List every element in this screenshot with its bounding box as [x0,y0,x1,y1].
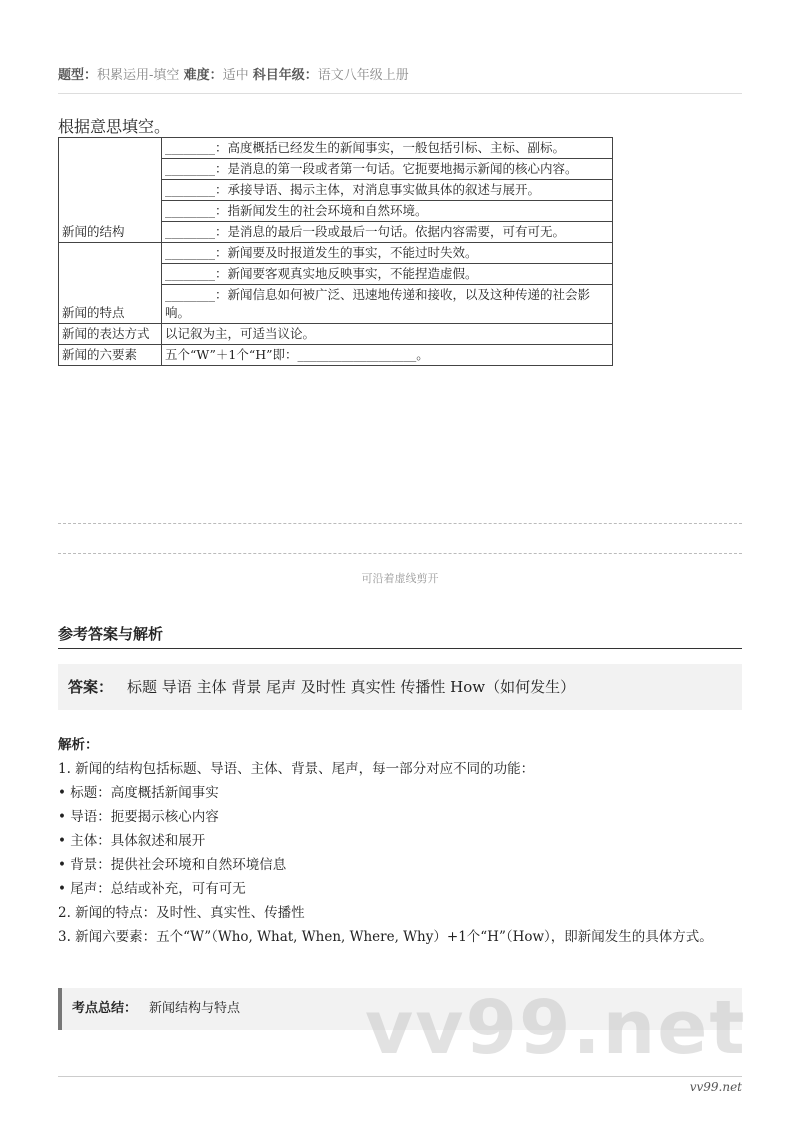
grade-value: 语文八年级上册 [317,68,409,83]
row-header: 新闻的六要素 [59,345,162,366]
analysis-line: 2. 新闻的特点：及时性、真实性、传播性 [58,905,305,921]
cut-hint: 可沿着虚线剪开 [361,572,439,585]
divider [58,648,742,649]
footer-site: vv99.net [689,1080,742,1094]
difficulty-value: 适中 [222,68,249,83]
analysis-line: • 尾声：总结或补充，可有可无 [58,881,246,897]
question-meta [58,64,409,83]
table-cell: ________：新闻信息如何被广泛、迅速地传递和接收，以及这种传递的社会影响。 [162,285,613,324]
analysis-line: • 背景：提供社会环境和自然环境信息 [58,857,287,873]
question-table [58,137,613,366]
cut-line [58,553,742,554]
table-cell: ________：是消息的最后一段或最后一句话。依据内容需要，可有可无。 [162,222,613,243]
cut-line [58,523,742,524]
type-label: 题型： [58,68,98,83]
analysis-label: 解析： [58,737,99,753]
section-title: 参考答案与解析 [58,625,164,643]
summary-label: 考点总结： [72,1001,138,1016]
footer-divider [58,1076,742,1077]
table-cell: 以记叙为主，可适当议论。 [162,324,613,345]
grade-label: 科目年级： [252,68,318,83]
answer-text: 标题 导语 主体 背景 尾声 及时性 真实性 传播性 How（如何发生） [127,678,576,696]
table-cell: ________：是消息的第一段或者第一句话。它扼要地揭示新闻的核心内容。 [162,159,613,180]
table-cell: 五个“W”＋1个“H”即：___________________。 [162,345,613,366]
summary-box [58,988,742,1030]
analysis-line: • 导语：扼要揭示核心内容 [58,809,219,825]
difficulty-label: 难度： [183,68,223,83]
analysis-line: • 主体：具体叙述和展开 [58,833,206,849]
row-header: 新闻的特点 [59,243,162,324]
table-cell: ________：指新闻发生的社会环境和自然环境。 [162,201,613,222]
table-cell: ________：高度概括已经发生的新闻事实，一般包括引标、主标、副标。 [162,138,613,159]
answer-box [58,664,742,710]
analysis-line: 1. 新闻的结构包括标题、导语、主体、背景、尾声，每一部分对应不同的功能： [58,761,535,777]
answer-label: 答案： [68,678,114,696]
question-prompt: 根据意思填空。 [58,117,171,136]
row-header: 新闻的结构 [59,138,162,243]
row-header: 新闻的表达方式 [59,324,162,345]
watermark: vv99.net [365,985,747,1071]
analysis [58,733,748,949]
divider [58,93,742,94]
table-cell: ________：新闻要及时报道发生的事实，不能过时失效。 [162,243,613,264]
analysis-line: 3. 新闻六要素：五个“W”（Who, What, When, Where, Why）+1个“H”（How），即新闻发生的具体方式。 [58,929,713,945]
analysis-line: • 标题：高度概括新闻事实 [58,785,219,801]
summary-text: 新闻结构与特点 [149,1001,241,1016]
table-cell: ________：新闻要客观真实地反映事实，不能捏造虚假。 [162,264,613,285]
table-cell: ________：承接导语、揭示主体，对消息事实做具体的叙述与展开。 [162,180,613,201]
type-value: 积累运用-填空 [97,68,180,83]
